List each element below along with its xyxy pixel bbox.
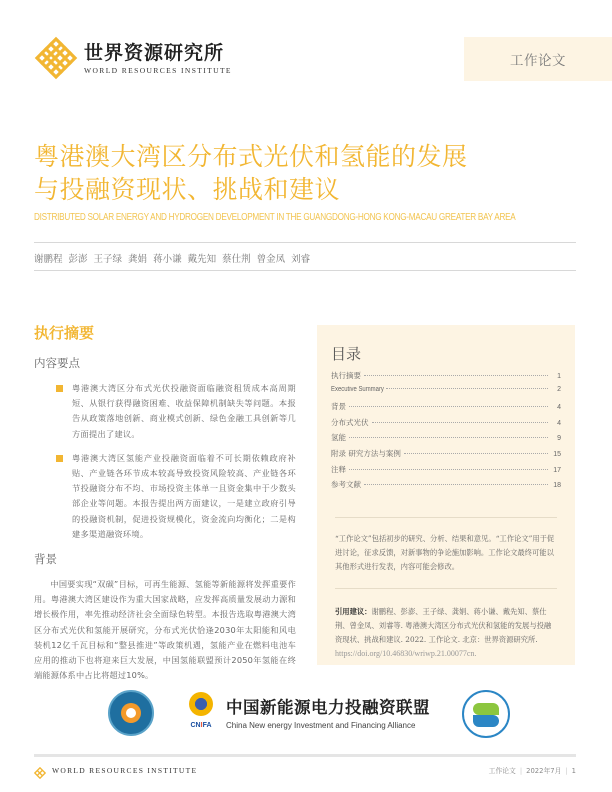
toc-label: 分布式光伏	[331, 417, 369, 427]
toc-page: 1	[557, 373, 561, 380]
footer-doc-type: 工作论文	[488, 767, 516, 775]
toc-page: 4	[557, 419, 561, 427]
toc-page: 9	[557, 435, 561, 443]
alliance-name	[226, 694, 430, 730]
toc-page: 15	[553, 450, 561, 458]
list-item	[56, 381, 296, 442]
wri-knot-small-icon	[34, 764, 46, 776]
list-item	[56, 451, 296, 542]
toc-title: 目录	[331, 345, 362, 363]
partner-wave-logo-icon	[462, 690, 510, 738]
doc-type-badge	[464, 37, 612, 81]
wri-knot-icon	[34, 36, 78, 80]
partner-logos	[0, 686, 612, 752]
section-heading-summary: 执行摘要	[34, 324, 95, 342]
citation-doi-link[interactable]: https://doi.org/10.46830/wriwp.21.00077cn.	[335, 648, 477, 658]
logo-english-name: WORLD RESOURCES INSTITUTE	[84, 65, 232, 75]
page-title	[34, 140, 594, 206]
footer-logo	[34, 764, 197, 776]
bullet-square-icon	[56, 385, 63, 392]
title-line-1: 粤港澳大湾区分布式光伏和氢能的发展	[34, 142, 468, 171]
footer-date: 2022年7月	[526, 767, 562, 775]
page-number: 1	[571, 767, 576, 775]
bullet-text: 粤港澳大湾区氢能产业投融资面临着不可长期依赖政府补贴、产业链各环节成本较高导致投资风险较高、产业链各环节投融资分布不均、市场投资主体单一且资金集中于少数头部企业等问题。本报告提出两方面建议，一是建立政府引导的投融资机制，促进投资规模化，资金流向均衡化；二是构建多渠道融资环境。	[72, 452, 296, 539]
bullet-text: 粤港澳大湾区分布式光伏投融资面临融资租赁成本高周期短、从银行获得融资困难、收益保障机制缺失等问题。本报告从政策落地创新、商业模式创新、绿色金融工具创新等几方面提出了建议。	[72, 383, 296, 439]
key-points-list	[56, 381, 296, 542]
toc-item-executive-summary-en[interactable]	[331, 386, 561, 402]
toc-label: 氢能	[331, 433, 346, 443]
executive-summary	[34, 322, 296, 683]
cnifa-abbr: CNIFA	[190, 722, 212, 729]
citation-label: 引用建议：	[335, 606, 372, 616]
toc-item-references[interactable]	[331, 479, 561, 495]
divider-bottom	[34, 270, 576, 271]
toc-item-background[interactable]	[331, 401, 561, 417]
toc-leader-dots	[364, 484, 548, 485]
key-points-heading: 内容要点	[34, 356, 80, 370]
alliance-name-en: China New energy Investment and Financing Alliance	[226, 721, 416, 730]
wri-logo	[34, 36, 232, 80]
footer-divider	[34, 754, 576, 757]
toc-leader-dots	[364, 375, 548, 376]
toc-label: 参考文献	[331, 480, 361, 490]
partner-seal-logo-icon	[108, 690, 154, 736]
toc-leader-dots	[386, 388, 548, 389]
toc-page: 18	[553, 482, 561, 490]
footer-separator: |	[565, 767, 568, 775]
table-of-contents	[317, 325, 575, 665]
alliance-name-cn: 中国新能源电力投融资联盟	[226, 698, 430, 717]
toc-leader-dots	[349, 406, 548, 407]
toc-leader-dots	[349, 437, 548, 438]
toc-leader-dots	[349, 469, 548, 470]
toc-page: 2	[557, 385, 561, 393]
toc-item-appendix[interactable]	[331, 448, 561, 464]
footer-separator: |	[519, 767, 523, 775]
citation-text: 谢鹏程、彭澎、王子绿、龚娟、蒋小谦、戴先知、蔡仕荆、曾金凤、刘睿等. 粤港澳大湾区分布式光伏和氢能的发展与投融资现状、挑战和建议. 2022. 工作论文. 北京：世界资源研究所.	[335, 606, 552, 644]
divider-top	[34, 242, 576, 243]
logo-chinese-name: 世界资源研究所	[84, 41, 225, 64]
toc-label: 执行摘要	[331, 371, 361, 380]
toc-item-distributed-solar[interactable]	[331, 417, 561, 433]
footer-meta	[489, 765, 576, 775]
toc-item-notes[interactable]	[331, 464, 561, 480]
background-paragraph: 中国要实现“双碳”目标，可再生能源、氢能等新能源将发挥重要作用。粤港澳大湾区建设作为重大国家战略，应发挥高质量发展动力源和增长极作用，率先推动经济社会全面绿色转型。本报告选取粤港澳大湾区分布式光伏和氢能开展研究，分布式光伏恰逢2030年太阳能和风电装机12亿千瓦目标和“整县推进”等政策机遇，氢能产业在燃料电池车应用的推动下也将迎来巨大发展，中国氢能联盟预计2050年氢能在终端能源体系中占比将超过10%。	[34, 579, 296, 681]
toc-page: 17	[553, 466, 561, 474]
toc-label: 注释	[331, 464, 346, 474]
toc-item-executive-summary-cn[interactable]	[331, 370, 561, 386]
bullet-square-icon	[56, 455, 63, 462]
authors-list: 谢鹏程 彭澎 王子绿 龚娟 蒋小谦 戴先知 蔡仕荆 曾金凤 刘睿	[34, 254, 311, 265]
cnifa-logo	[186, 692, 216, 736]
toc-leader-dots	[372, 422, 549, 423]
toc-item-hydrogen[interactable]	[331, 432, 561, 448]
sunflower-icon	[189, 692, 213, 716]
toc-page: 4	[557, 404, 561, 412]
doc-type-label: 工作论文	[510, 53, 566, 69]
toc-leader-dots	[404, 453, 548, 454]
title-line-2: 与投融资现状、挑战和建议	[34, 175, 341, 204]
toc-label: 附录 研究方法与案例	[331, 448, 401, 458]
citation	[331, 589, 561, 661]
english-title: DISTRIBUTED SOLAR ENERGY AND HYDROGEN DEVELOPMENT IN THE GUANGDONG-HONG KONG-MACAU GREATER BAY AREA	[34, 212, 516, 223]
toc-label: 背景	[331, 402, 346, 412]
toc-label: Executive Summary	[331, 385, 384, 393]
working-paper-note: “工作论文”包括初步的研究、分析、结果和意见。“工作论文”用于促进讨论，征求反馈，对新事物的争论施加影响。工作论文最终可能以其他形式进行发表，内容可能会修改。	[335, 533, 555, 571]
background-heading: 背景	[34, 552, 57, 567]
footer-org-name: WORLD RESOURCES INSTITUTE	[52, 765, 198, 775]
